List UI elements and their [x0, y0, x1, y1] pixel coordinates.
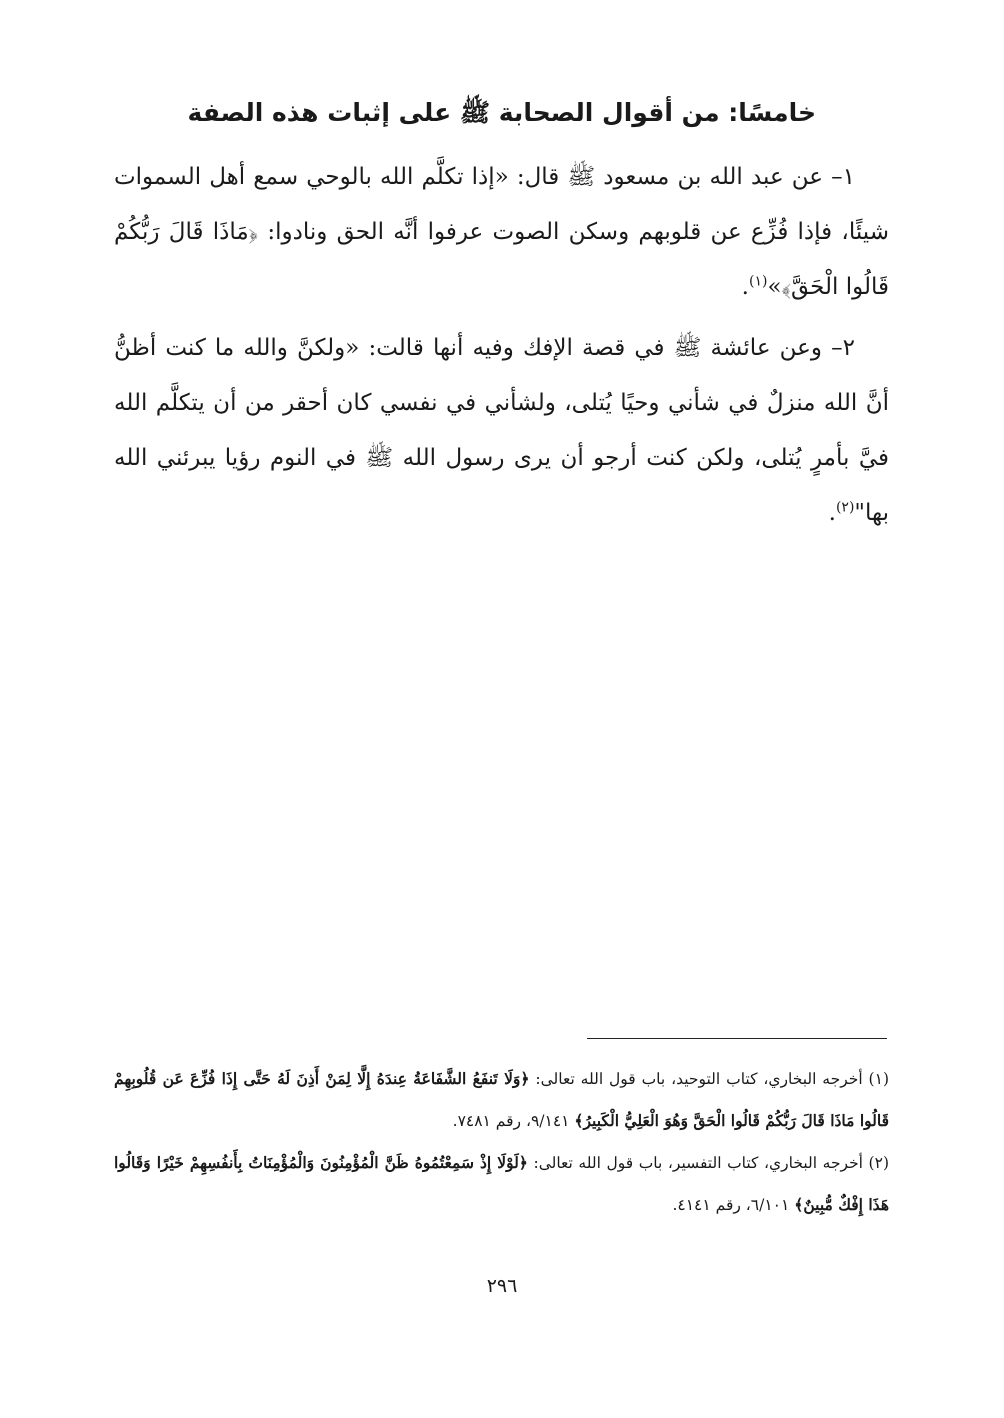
footnote-quran-verse: ﴿لَوْلَا إِذْ سَمِعْتُمُوهُ ظَنَّ الْمُؤْمِنُونَ وَالْمُؤْمِنَاتُ بِأَنفُسِهِمْ خَيْرًا وَقَالُوا هَذَا إِفْكٌ مُّبِينٌ﴾: [114, 1153, 889, 1214]
paragraph-text: ١– عن عبد الله بن مسعود ﷺ قال: «إذا تكلَّم الله بالوحي سمع أهل السموات شيئًا، فإذا فُزِّع عن قلوبهم وسكن الصوت عرفوا أنَّه الحق ونادوا: ﴿مَاذَا قَالَ رَبُّكُمْ قَالُوا الْحَقَّ﴾»: [114, 164, 889, 300]
paragraph-tail: .: [741, 274, 749, 300]
footnote-source: أخرجه البخاري، كتاب التفسير، باب قول الله تعالى:: [533, 1154, 863, 1172]
paragraph-text: ٢– وعن عائشة ﷺ في قصة الإفك وفيه أنها قالت: «ولكنَّ والله ما كنت أظنُّ أنَّ الله منزلٌ في شأني وحيًا يُتلى، ولشأني في نفسي كان أحقر من أن يتكلَّم الله فيَّ بأمرٍ يُتلى، ولكن كنت أرجو أن يرى رسول الله ﷺ في النوم رؤيا يبرئني الله بها": [114, 335, 889, 526]
paragraph-tail: .: [828, 500, 836, 526]
footnote-number: (٢): [868, 1154, 889, 1172]
footnote-quran-verse: ﴿وَلَا تَنفَعُ الشَّفَاعَةُ عِندَهُ إِلَّا لِمَنْ أَذِنَ لَهُ حَتَّى إِذَا فُزِّعَ عَن قُلُوبِهِمْ قَالُوا مَاذَا قَالَ رَبُّكُمْ قَالُوا الْحَقَّ وَهُوَ الْعَلِيُّ الْكَبِيرُ﴾: [114, 1069, 889, 1130]
section-heading: خامسًا: من أقوال الصحابة ﷺ على إثبات هذه الصفة: [187, 98, 816, 127]
footnote-ref-1[interactable]: (١): [748, 273, 768, 290]
footnote-ref-2[interactable]: (٢): [835, 499, 855, 516]
footnote-source: أخرجه البخاري، كتاب التوحيد، باب قول الله تعالى:: [535, 1070, 863, 1088]
footnote-separator: [587, 1038, 887, 1039]
paragraph-aisha: [114, 321, 889, 541]
footnote-1: [114, 1058, 889, 1142]
paragraph-ibn-masud: [114, 150, 889, 315]
page-number: ٢٩٦: [486, 1275, 518, 1297]
footnotes: [114, 1058, 889, 1226]
footnote-2: [114, 1142, 889, 1226]
body-text: [114, 150, 889, 541]
footnote-reference: ٩/١٤١، رقم ٧٤٨١.: [452, 1112, 570, 1130]
footnote-reference: ٦/١٠١، رقم ٤١٤١.: [672, 1196, 790, 1214]
footnote-number: (١): [868, 1070, 889, 1088]
